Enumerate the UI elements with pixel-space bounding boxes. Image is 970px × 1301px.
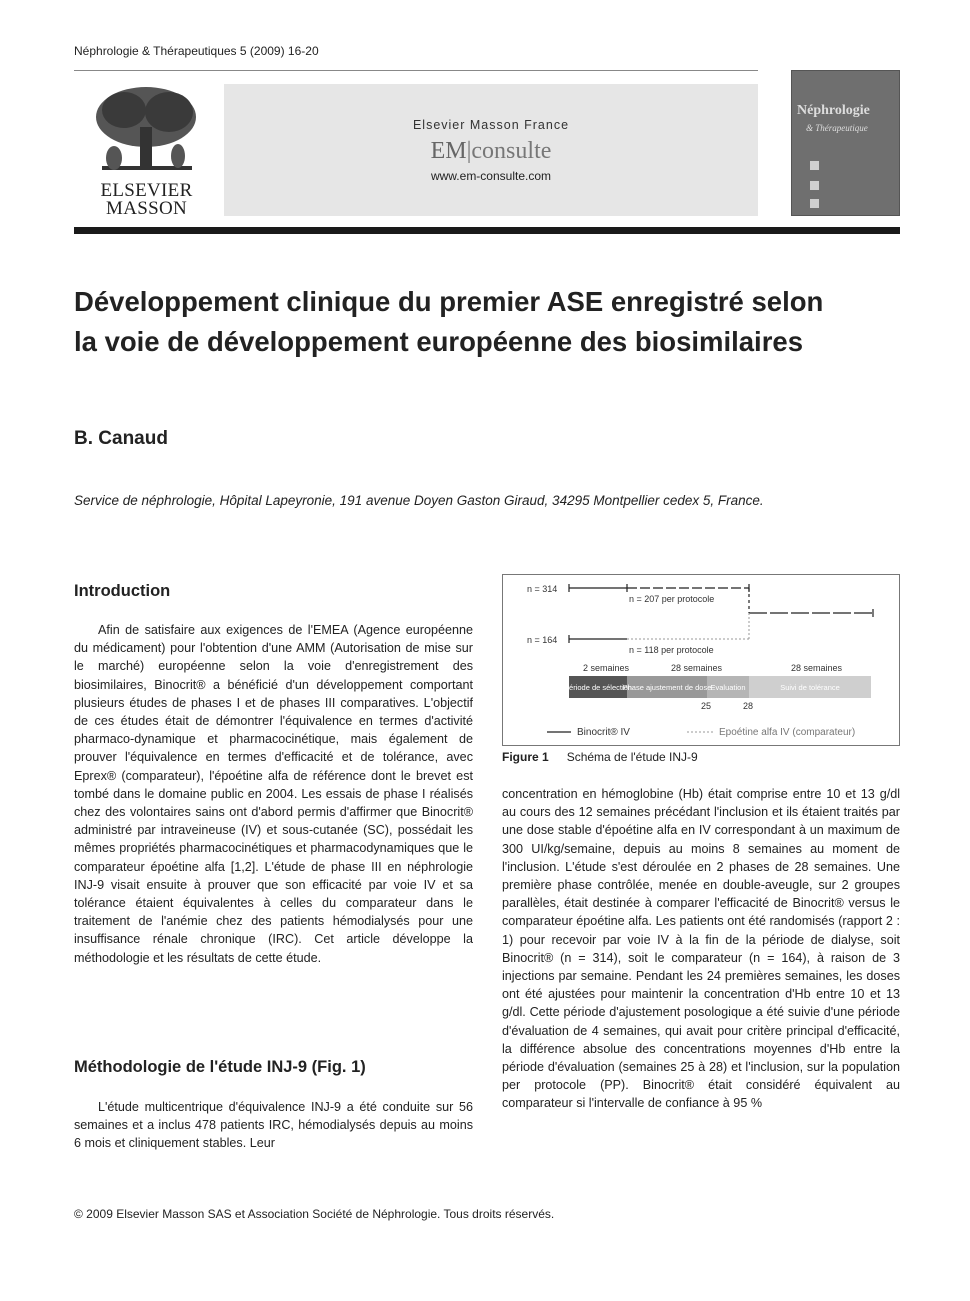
phase-evaluation-label: Evaluation	[710, 683, 746, 692]
n2-label: n = 164	[527, 635, 558, 645]
week-25: 25	[701, 701, 712, 711]
phase-tolerance-label: Suivi de tolérance	[780, 683, 840, 692]
cover-icon	[810, 161, 819, 170]
duration-3: 28 semaines	[791, 663, 843, 673]
publisher-url[interactable]: www.em-consulte.com	[430, 169, 552, 183]
figure-1	[502, 574, 900, 746]
consulte-part: consulte	[471, 138, 552, 164]
method-heading: Méthodologie de l'étude INJ-9 (Fig. 1)	[74, 1058, 366, 1076]
journal-cover	[791, 70, 900, 216]
pp2-label: n = 118 per protocole	[629, 645, 714, 655]
tree-icon	[74, 82, 219, 182]
logo-elsevier-text: ELSEVIER	[100, 180, 193, 201]
duration-1: 2 semaines	[583, 663, 630, 673]
article-title: Développement clinique du premier ASE enregistré selon la voie de développement européenne des biosimilaires	[74, 286, 824, 357]
figure-label: Figure 1	[502, 750, 549, 764]
week-28: 28	[743, 701, 754, 711]
publisher-name: Elsevier Masson France	[412, 118, 570, 132]
study-schema	[503, 575, 899, 745]
publisher-banner	[224, 84, 758, 216]
cover-icon	[810, 199, 819, 208]
affiliation: Service de néphrologie, Hôpital Lapeyronie, 191 avenue Doyen Gaston Giraud, 34295 Montpellier cedex 5, France.	[74, 493, 764, 508]
journal-reference: Néphrologie & Thérapeutiques 5 (2009) 16-20	[74, 44, 319, 58]
right-column-paragraph	[502, 785, 900, 1113]
figure-caption-text: Schéma de l'étude INJ-9	[566, 750, 698, 764]
cover-title: Néphrologie	[797, 103, 870, 118]
header-bar	[74, 227, 900, 234]
copyright: © 2009 Elsevier Masson SAS et Association Société de Néphrologie. Tous droits réservés.	[74, 1207, 555, 1221]
elsevier-masson-logo	[74, 82, 219, 222]
author: B. Canaud	[74, 428, 168, 449]
cover-subtitle: & Thérapeutique	[806, 123, 868, 133]
intro-text: Afin de satisfaire aux exigences de l'EMEA (Agence européenne du médicament) pour l'obtention d'une AMM (Autorisation de mise sur le marché) européenne selon la voie d'enregistrement des biosimilaires, Binocrit® a bénéficié d'un développement comportant plusieurs études de phases I et de phases III comparatives. L'objectif de ces études était de démontrer l'équivalence en termes d'activité pharmaco-dynamique et pharmacocinétique, mais également de prouver l'équivalence en termes d'efficacité et de tolérance, avec Eprex® (comparateur), l'époétine alfa de référence dont le brevet est tombé dans le domaine public en 2004. Les essais de phase I réalisés chez des volontaires sains ont d'abord permis d'affirmer que Binocrit® administré par intraveineuse (IV) et sous-cutanée (SC), possédait les mêmes propriétés pharmacocinétiques et pharmacodynamiques que le comparateur époétine alfa [1,2]. L'étude de phase III en néphrologie INJ-9 visait ensuite à prouver que son efficacité par voie IV et sa tolérance étaient équivalentes à celles du comparateur dans le traitement de l'anémie chez des patients hémodialysés pour une insuffisance rénale chronique (IRC). Cet article développe la méthodologie et les résultats de cette étude.	[74, 623, 473, 965]
method-paragraph	[74, 1098, 473, 1153]
duration-2: 28 semaines	[671, 663, 723, 673]
phase-selection-label: Période de sélection	[564, 683, 632, 692]
legend-binocrit: Binocrit® IV	[577, 727, 630, 738]
intro-heading: Introduction	[74, 582, 171, 600]
header-divider	[74, 70, 758, 71]
figure-caption	[502, 750, 698, 764]
phase-adjustment-label: Phase ajustement de dose	[622, 683, 712, 692]
em-consulte-logo: EM|consulte	[430, 138, 552, 164]
logo-masson-text: MASSON	[106, 198, 187, 219]
pp1-label: n = 207 per protocole	[629, 594, 715, 604]
method-text: L'étude multicentrique d'équivalence INJ-9 a été conduite sur 56 semaines et a inclus 478 patients IRC, hémodialysés depuis au moins 6 mois et cliniquement stables. Leur	[74, 1100, 473, 1151]
legend-comparator: Epoétine alfa IV (comparateur)	[719, 727, 856, 738]
cover-icon	[810, 181, 819, 190]
intro-paragraph	[74, 621, 473, 967]
n1-label: n = 314	[527, 584, 558, 594]
em-part: EM	[430, 138, 467, 164]
right-column-text: concentration en hémoglobine (Hb) était comprise entre 10 et 13 g/dl au cours des 12 semaines précédant l'inclusion et ils étaient traités par une dose stable d'époétine alfa en IV correspondant à un maximum de 300 UI/kg/semaine, depuis au moins 8 semaines au moment de l'inclusion. L'étude s'est déroulée en 2 phases de 28 semaines. Une première phase contrôlée, menée en double-aveugle, sur 2 groupes parallèles, était destinée à comparer l'efficacité de Binocrit® versus le comparateur époétine alfa. Les patients ont été randomisés (rapport 2 : 1) pour recevoir par voie IV à la fin de la période de dialyse, soit Binocrit® (n = 314), soit le comparateur (n = 164), à raison de 3 injections par semaine. Pendant les 24 premières semaines, les doses ont été ajustées pour maintenir la concentration d'Hb entre 10 et 13 g/dl. Cette période d'ajustement posologique a été suivie d'une période d'évaluation de 4 semaines, qui avait pour critère principal d'efficacité, la différence absolue des concentrations moyennes d'Hb entre la période d'évaluation (semaines 25 à 28) et l'inclusion, sur la population per protocole (PP). Binocrit® était considéré équivalent au comparateur si l'intervalle de confiance à 95 %	[502, 787, 900, 1111]
